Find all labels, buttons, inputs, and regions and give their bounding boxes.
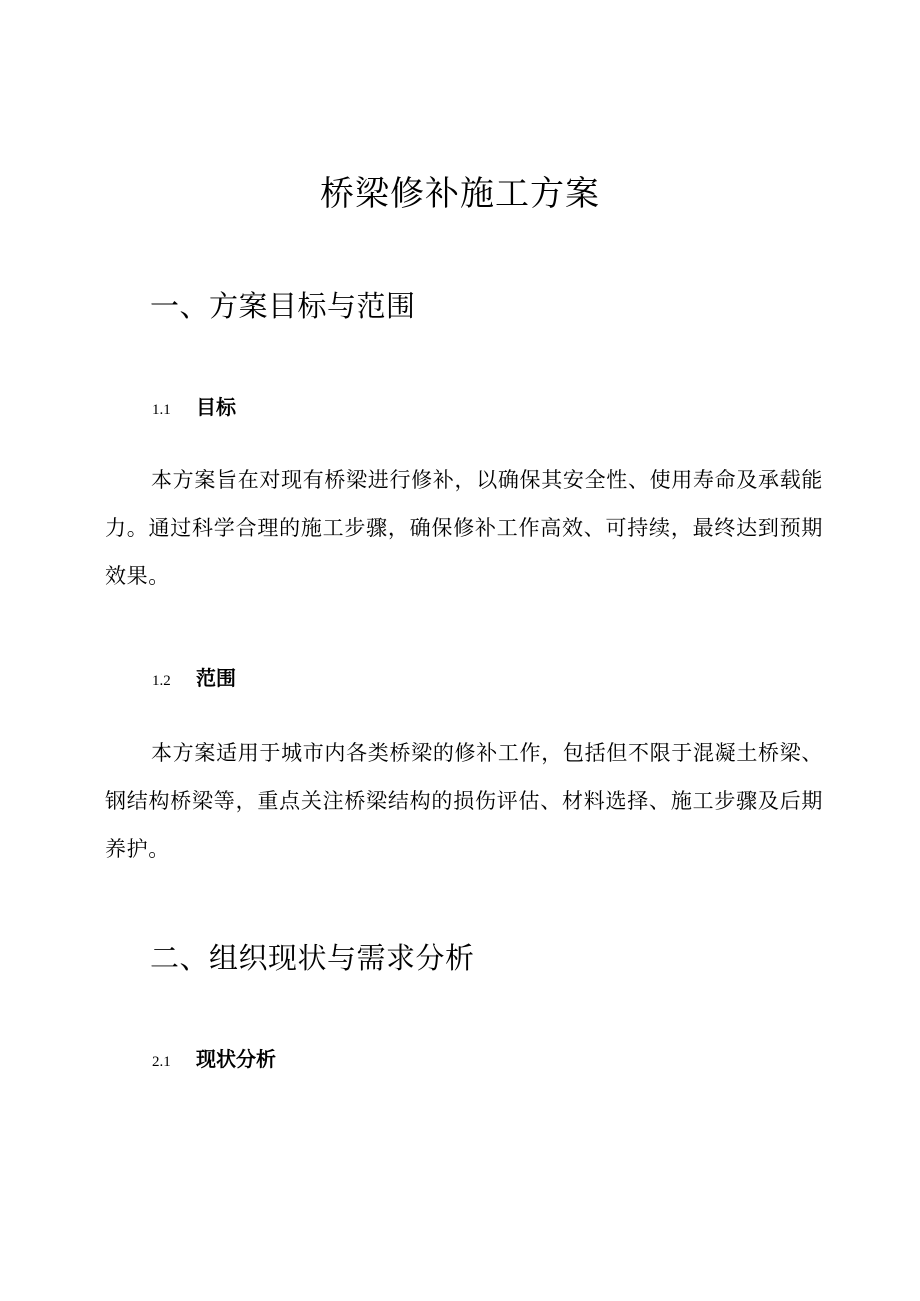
- subsection-title: 现状分析: [196, 1047, 276, 1071]
- section-heading-2: 二、组织现状与需求分析: [150, 941, 475, 975]
- subsection-title: 目标: [196, 395, 236, 419]
- subsection-heading-1-1: [152, 393, 236, 424]
- subsection-title: 范围: [196, 666, 236, 690]
- paragraph-goal: 本方案旨在对现有桥梁进行修补，以确保其安全性、使用寿命及承载能力。通过科学合理的施工步骤，确保修补工作高效、可持续，最终达到预期效果。: [105, 468, 823, 588]
- subsection-heading-2-1: [152, 1045, 276, 1076]
- subsection-number: 2.1: [152, 1054, 171, 1070]
- paragraph-scope: 本方案适用于城市内各类桥梁的修补工作，包括但不限于混凝土桥梁、钢结构桥梁等，重点关注桥梁结构的损伤评估、材料选择、施工步骤及后期养护。: [105, 741, 823, 861]
- document-title: 桥梁修补施工方案: [320, 174, 600, 214]
- section-heading-1: 一、方案目标与范围: [150, 289, 416, 323]
- subsection-heading-1-2: [152, 664, 236, 695]
- subsection-number: 1.2: [152, 673, 171, 689]
- subsection-number: 1.1: [152, 402, 171, 418]
